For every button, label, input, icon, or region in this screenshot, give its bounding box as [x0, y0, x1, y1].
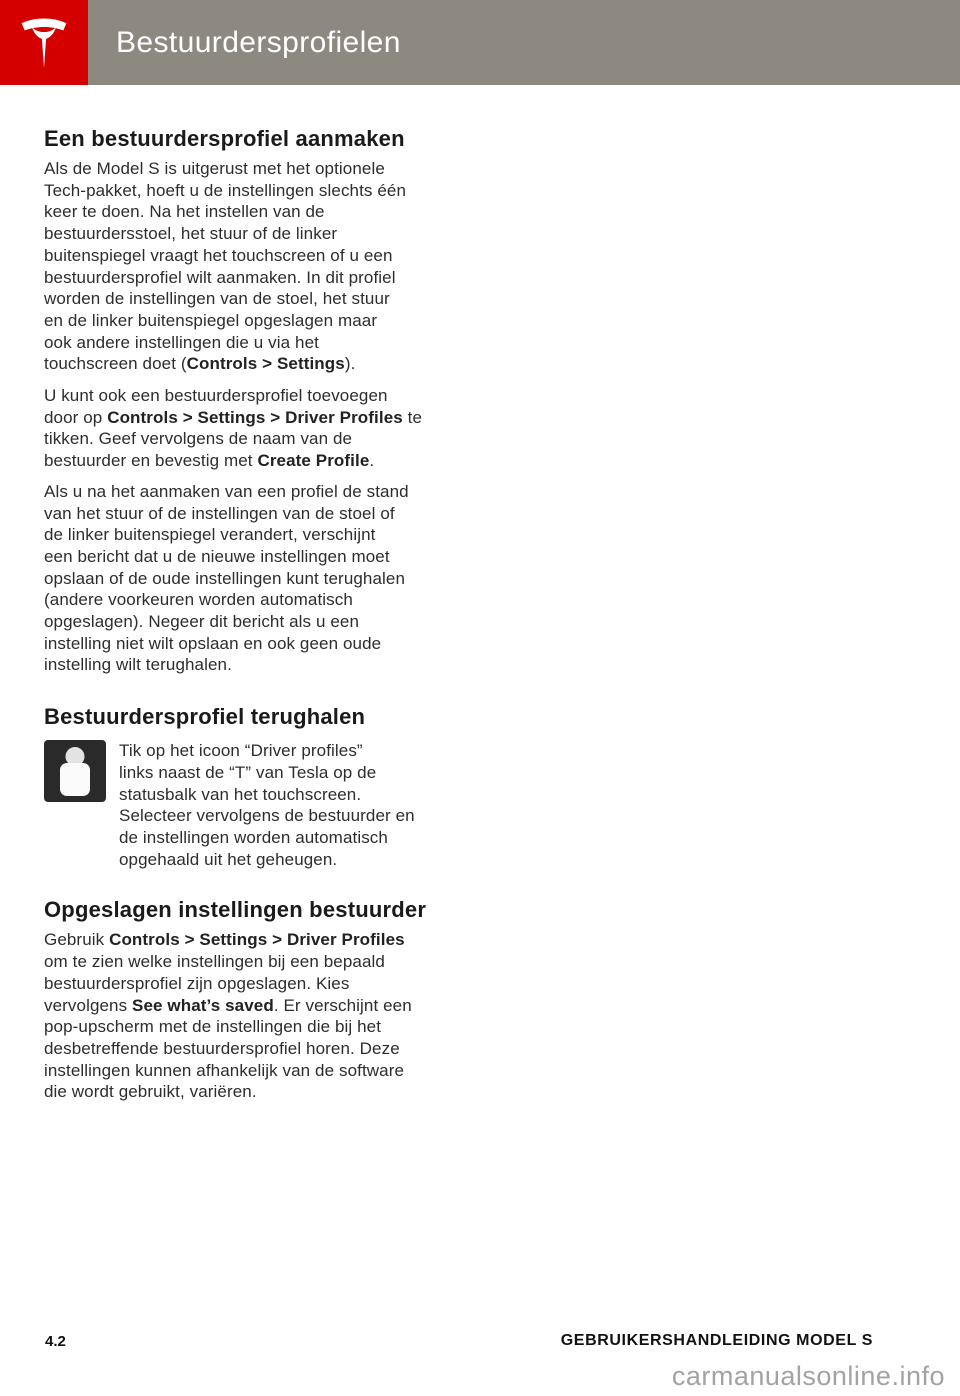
section-heading-restore-profile: Bestuurdersprofiel terughalen [44, 704, 366, 730]
paragraph: Tik op het icoon “Driver profiles” links naast de “T” van Tesla op de statusbalk van het touchscreen. Selecteer vervolgens de bestuurder en de instellingen worden automatisch opgehaald uit het geheugen. [119, 741, 415, 869]
footer-page-number: 4.2 [45, 1333, 66, 1350]
paragraph: Als u na het aanmaken van een profiel de stand van het stuur of de instellingen van de stoel of de linker buitenspiegel verandert, verschijnt een bericht dat u de nieuwe instellingen moet opslaan of de oude instellingen kunt terughalen (andere voorkeuren worden automatisch opgeslagen). Negeer dit bericht als u een instelling niet wilt opslaan en ook geen oude instelling wilt terughalen. [44, 481, 409, 675]
driver-profiles-media-row [44, 740, 438, 870]
tesla-logo-icon [18, 11, 70, 75]
footer-manual-title: GEBRUIKERSHANDLEIDING MODEL S [560, 1332, 873, 1349]
section-heading-create-profile: Een bestuurdersprofiel aanmaken [44, 126, 405, 151]
driver-profiles-icon [44, 740, 106, 802]
watermark-text: carmanualsonline.info [671, 1361, 945, 1391]
paragraph: U kunt ook een bestuurdersprofiel toevoegen door op Controls > Settings > Driver Profiles te tikken. Geef vervolgens de naam van de bestuurder en bevestig met Create Profile. [44, 386, 423, 471]
tesla-logo-box [0, 0, 88, 85]
paragraph: Als de Model S is uitgerust met het optionele Tech-pakket, hoeft u de instellingen slechts één keer te doen. Na het instellen van de bestuurdersstoel, het stuur of de linker buitenspiegel vraagt het touchscreen of u een bestuurdersprofiel wilt aanmaken. In dit profiel worden de instellingen van de stoel, het stuur en de linker buitenspiegel opgeslagen maar ook andere instellingen die u via het touchscreen doet (Controls > Settings). [44, 159, 407, 374]
paragraph: Gebruik Controls > Settings > Driver Profiles om te zien welke instellingen bij een bepaald bestuurdersprofiel zijn opgeslagen. Kies vervolgens See what’s saved. Er verschijnt een pop-upscherm met de instellingen die bij het desbetreffende bestuurdersprofiel horen. Deze instellingen kunnen afhankelijk van de software die wordt gebruikt, variëren. [44, 930, 412, 1102]
page-header [0, 0, 960, 85]
header-title-bar [88, 0, 960, 85]
page-title: Bestuurdersprofielen [116, 25, 401, 59]
person-body-shape [60, 763, 90, 796]
section-heading-saved-settings: Opgeslagen instellingen bestuurder [44, 897, 427, 923]
content-column [44, 85, 438, 1103]
